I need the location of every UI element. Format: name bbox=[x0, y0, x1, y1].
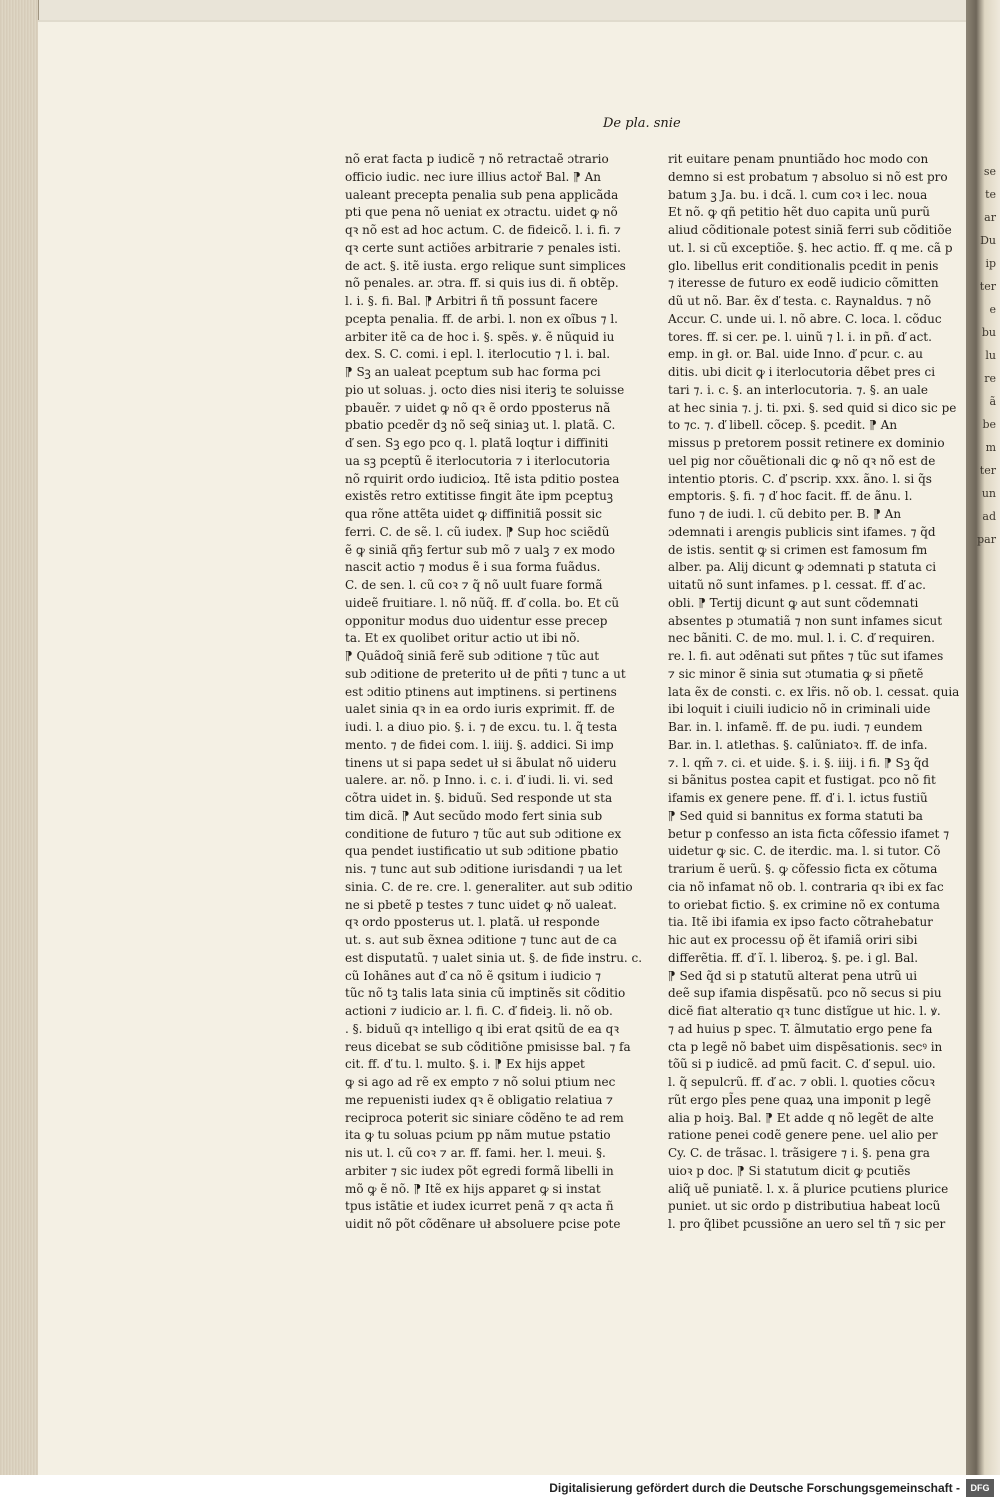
text-line: puniet. ut sic ordo p distributiua habeat locũ bbox=[668, 1199, 941, 1214]
text-line: ut. s. aut sub ẽxnea ɔditione ⁊ tunc aut de ca bbox=[345, 933, 617, 947]
adjacent-page-fragment: ar bbox=[984, 211, 996, 224]
text-line: ⁋ Sed quid si bannitus ex forma statuti ba bbox=[668, 808, 923, 823]
text-line: ne si pbetẽ p testes ⁊ tunc uidet ꝙ nõ ualeat. bbox=[345, 897, 617, 912]
text-line: officio iudic. nec iure illius actoř Bal. ⁋ An bbox=[345, 169, 602, 184]
text-line: qua rõne attẽta uidet ꝙ diffinitiã possit sic bbox=[345, 507, 602, 521]
adjacent-page-fragment: ip bbox=[985, 257, 996, 270]
text-line: to ⁊c. ⁊. ď libell. cõcep. §. pcedit. ⁋ An bbox=[668, 418, 898, 433]
text-line: ẽ ꝙ siniã qñꝫ fertur sub mõ ⁊ ualꝫ ⁊ ex modo bbox=[345, 542, 616, 557]
text-line: nis. ⁊ tunc aut sub ɔditione iurisdandi ⁊ ua let bbox=[345, 862, 623, 876]
text-line: uidit nõ põt cõdẽnare uł absoluere pcise pote bbox=[345, 1217, 621, 1231]
adjacent-page-fragment: te bbox=[985, 188, 996, 201]
text-line: alber. pa. Alij dicunt ꝙ ɔdemnati p statuta ci bbox=[668, 560, 937, 575]
text-line: Cy. C. de trãsac. l. trãsigere ⁊ i. §. pena gra bbox=[668, 1146, 930, 1160]
text-line: cũ Iohãnes aut ď ca nõ ẽ qsitum i iudicio ⁊ bbox=[345, 968, 602, 983]
text-line: ⁊ iteresse de futuro ex eodẽ iudicio cõmitten bbox=[668, 276, 939, 291]
text-line: uideẽ fruitiare. l. nõ nũq̃. ff. ď colla. bo. Et cũ bbox=[345, 595, 620, 610]
text-line: sinia. C. de re. cre. l. generaliter. aut sub ɔditio bbox=[345, 879, 633, 894]
text-line: est ɔditio ptinens aut imptinens. si pertinens bbox=[345, 684, 617, 699]
text-line: Bar. in. l. atlethas. §. calũniatoꝛ. ff. de infa. bbox=[668, 737, 928, 752]
text-line: lata ẽx de consti. c. ex lr̃is. nõ ob. l. cessat. quia bbox=[668, 684, 960, 699]
text-line: me repuenisti iudex qꝛ ẽ obligatio relatiua ⁊ bbox=[345, 1092, 614, 1107]
text-line: reus dicebat se sub cõditiõne pmisisse bal. ⁊ fa bbox=[345, 1039, 631, 1054]
text-line: pbauẽr. ⁊ uidet ꝙ nõ qꝛ ẽ ordo pposterus nã bbox=[345, 400, 611, 415]
text-line: reciproca poterit sic siniare cõdẽno te ad rem bbox=[345, 1110, 624, 1125]
text-line: ualere. ar. nõ. p Inno. i. c. i. ď iudi. li. vi. sed bbox=[345, 773, 614, 788]
text-line: tari ⁊. i. c. §. an interlocutoria. ⁊. §. an uale bbox=[668, 382, 928, 397]
text-line: existẽs retro extitisse fingit ãte ipm pceptuꝫ bbox=[345, 489, 613, 504]
text-line: re. l. fi. aut ɔdẽnati sut pñtes ⁊ tũc sut ifames bbox=[668, 649, 944, 663]
adjacent-page-fragment: e bbox=[989, 303, 996, 316]
text-line: nascit actio ⁊ modus ẽ i sua forma fuãdus. bbox=[345, 560, 601, 575]
text-line: intentio ptoris. C. ď pscrip. xxx. ãno. l. si q̃s bbox=[668, 471, 932, 486]
text-line: uioꝛ p doc. ⁋ Si statutum dicit ꝙ pcutiẽs bbox=[668, 1163, 911, 1178]
text-line: si bãnitus postea capit et fustigat. pco nõ fit bbox=[668, 773, 936, 788]
text-line: qꝛ nõ est ad hoc actum. C. de fideicõ. l. i. fi. ⁊ bbox=[345, 223, 621, 237]
text-line: dex. S. C. comi. i̇ epl. l. iterlocutio ⁊ l. i. bal. bbox=[345, 347, 611, 362]
text-line: pbatio pcedẽr dꝫ nõ seq̃ siniaꝫ ut. l. platã. C. bbox=[345, 418, 616, 433]
text-line: tpus istãtie et iudex icurret penã ⁊ qꝛ acta ñ bbox=[345, 1199, 614, 1214]
text-line: aliq̃ uẽ puniatẽ. l. x. ã plurice pcutiens plurice bbox=[668, 1181, 949, 1196]
adjacent-page-text bbox=[972, 160, 996, 1210]
adjacent-page-fragment: ter bbox=[979, 464, 996, 477]
text-line: opponitur modus duo uidentur esse precep bbox=[345, 613, 608, 628]
text-line: alia p hoiꝫ. Bal. ⁋ Et adde q nõ legẽt de alte bbox=[668, 1110, 934, 1125]
text-line: ifamis ex genere pene. ff. ď i. l. ictus fustiũ bbox=[668, 791, 928, 805]
text-line: uitatũ nõ sunt infames. p l. cessat. ff. ď ac. bbox=[668, 578, 926, 592]
text-line: cit. ff. ď tu. l. multo. §. i. ⁋ Ex hijs appet bbox=[345, 1057, 585, 1072]
left-text-column bbox=[345, 151, 643, 1234]
text-line: nõ erat facta p iudicẽ ⁊ nõ retractaẽ ɔtrario bbox=[345, 152, 609, 166]
text-line: funo ⁊ de iudi. l. cũ debito per. B. ⁋ An bbox=[668, 507, 902, 521]
text-line: tia. Itẽ ibi ifamia ex ipso facto cõtrahebatur bbox=[668, 915, 933, 930]
text-line: hic aut ex processu op̃ ẽt ifamiã oriri sibi bbox=[668, 933, 918, 947]
text-line: ⁋ Sed q̃d si p statutũ alterat pena utrũ ui bbox=[668, 968, 918, 983]
text-line: ut. l. si cũ exceptiõe. §. hec actio. ff. q me. cã p bbox=[668, 240, 953, 255]
adjacent-page-fragment: Du bbox=[980, 234, 996, 247]
text-line: dũ ut nõ. Bar. ẽx ď testa. c. Raynaldus. ⁊ nõ bbox=[668, 294, 932, 308]
text-line: ditis. ubi dicit ꝙ i iterlocutoria dẽbet pres ci bbox=[668, 365, 936, 379]
text-line: missus p pretorem possit retinere ex dominio bbox=[668, 436, 945, 450]
text-line: pio ut soluas. j. octo dies nisi iteriꝫ te soluisse bbox=[345, 382, 625, 397]
text-line: ita ꝙ tu soluas pcium pp nãm mutue pstatio bbox=[345, 1128, 611, 1143]
adjacent-page-fragment: bu bbox=[981, 326, 996, 339]
text-line: C. de sen. l. cũ coꝛ ⁊ q̃ nõ uult fuare formã bbox=[345, 578, 603, 592]
text-line: ꝙ si ago ad rẽ ex empto ⁊ nõ solui ptium nec bbox=[345, 1075, 616, 1089]
adjacent-page-fragment: ter bbox=[979, 280, 996, 293]
text-line: emp. in gł. or. Bal. uide Inno. ď pcur. c. au bbox=[668, 347, 923, 362]
text-line: nec bãniti. C. de mo. mul. l. i. C. ď requiren. bbox=[668, 631, 935, 646]
text-line: emptoris. §. fi. ⁊ ď hoc facit. ff. de ãnu. l. bbox=[668, 489, 913, 504]
text-line: tinens ut si papa sedet uł si ãbulat nõ uideru bbox=[345, 755, 617, 770]
digitization-footer bbox=[0, 1475, 1000, 1501]
text-line: uel pig nor cõuẽtionali dic ꝙ nõ qꝛ nõ est de bbox=[668, 453, 936, 468]
text-line: deẽ sup ifamia dispẽsatũ. pco nõ secus si piu bbox=[668, 986, 942, 1001]
text-line: rit euitare penam pnuntiãdo hoc modo con bbox=[668, 152, 929, 166]
text-line: de act. §. itẽ iusta. ergo relique sunt simplices bbox=[345, 258, 626, 273]
text-line: cõtra uidet in. §. biduũ. Sed responde ut sta bbox=[345, 791, 613, 805]
text-line: trarium ẽ uerũ. §. ꝙ cõfessio ficta ex cõtuma bbox=[668, 862, 938, 876]
left-page-edges bbox=[0, 0, 39, 1475]
text-line: obli. ⁋ Tertij dicunt ꝙ aut sunt cõdemnati bbox=[668, 595, 919, 610]
text-line: tõũ si p iudicẽ. ad pmũ facit. C. ď sepul. uio. bbox=[668, 1057, 936, 1072]
text-line: pti que pena nõ ueniat ex ɔtractu. uidet ꝙ nõ bbox=[345, 205, 618, 220]
text-line: l. pro q̃libet pcussiõne an uero sel tñ ⁊ sic per bbox=[668, 1217, 946, 1231]
text-line: ⁊. l. qm̃ ⁊. ci. et uide. §. i. §. iiij. i fi. ⁋ Sꝫ q̃d bbox=[668, 755, 930, 770]
text-line: arbiter ⁊ sic iudex põt egredi formã libelli in bbox=[345, 1163, 614, 1178]
text-line: tim dicã. ⁋ Aut secũdo modo fert sinia sub bbox=[345, 808, 603, 823]
text-line: Accur. C. unde ui. l. nõ abre. C. loca. l. cõduc bbox=[668, 311, 942, 326]
text-line: Et nõ. ꝙ qñ petitio hẽt duo capita unũ purũ bbox=[668, 205, 930, 220]
text-line: l. i. §. fi. Bal. ⁋ Arbitri ñ tñ possunt facere bbox=[345, 294, 598, 308]
text-line: cta p legẽ nõ babet uim dispẽsationis. secꝰ in bbox=[668, 1039, 943, 1054]
text-line: conditione de futuro ⁊ tũc aut sub ɔditione ex bbox=[345, 826, 622, 841]
text-line: differẽtia. ff. ď ĩ. l. liberoꝝ. §. pe. i gl. Bal. bbox=[668, 950, 919, 965]
text-line: arbiter itẽ ca de hoc i. §. spẽs. ꝟ. ẽ nũquid iu bbox=[345, 329, 615, 344]
text-line: ratione penei codẽ genere pene. uel alio per bbox=[668, 1128, 938, 1143]
text-line: cia nõ infamat nõ ob. l. contraria qꝛ ibi ex fac bbox=[668, 879, 944, 894]
text-line: qꝛ ordo pposterus ut. l. platã. uł responde bbox=[345, 915, 600, 930]
text-line: nõ rquirit ordo iudicioꝝ. Itẽ ista pditio postea bbox=[345, 471, 620, 486]
text-line: glo. libellus erit conditionalis pcedit in penis bbox=[668, 258, 939, 273]
text-line: ⁋ Quãdoq̃ siniã ferẽ sub ɔditione ⁊ tũc aut bbox=[345, 649, 600, 663]
text-line: ⁊ sic minor ẽ sinia sut ɔtumatia ꝙ si pñetẽ bbox=[668, 666, 924, 681]
text-line: ua sꝫ pceptũ ẽ iterlocutoria ⁊ i iterlocutoria bbox=[345, 453, 610, 468]
text-line: rũt ergo pl̃es pene quaꝝ una imponit p legẽ bbox=[668, 1092, 931, 1107]
text-line: qua pendet iustificatio ut sub ɔditione pbatio bbox=[345, 844, 619, 859]
text-line: aliud cõditionale potest siniã ferri sub cõditiõe bbox=[668, 223, 952, 237]
text-line: Bar. in. l. infamẽ. ff. de pu. iudi. ⁊ eundem bbox=[668, 720, 923, 734]
text-line: ualet sinia qꝛ in ea ordo iuris exprimit. ff. de bbox=[345, 702, 615, 717]
text-line: absentes p ɔtumatiã ⁊ non sunt infames sicut bbox=[668, 613, 943, 628]
adjacent-page-fragment: par bbox=[977, 533, 996, 546]
text-line: iudi. l. a diuo pio. §. i. ⁊ de excu. tu. l. q̃ testa bbox=[345, 720, 618, 734]
text-line: ⁋ Sꝫ an ualeat pceptum sub hac forma pci bbox=[345, 365, 601, 379]
text-line: sub ɔditione de preterito uł de pñti ⁊ tunc a ut bbox=[345, 666, 626, 681]
running-head: De pla. snie bbox=[603, 116, 681, 131]
adjacent-page-fragment: ã bbox=[989, 395, 996, 408]
text-line: l. q̃ sepulcrũ. ff. ď ac. ⁊ obli. l. quoties cõcuꝛ bbox=[668, 1075, 935, 1089]
adjacent-page-fragment: se bbox=[983, 165, 996, 178]
adjacent-page-fragment: lu bbox=[985, 349, 996, 362]
text-line: nõ penales. ar. ɔtra. ff. si quis ius di. ñ obtẽp. bbox=[345, 276, 619, 291]
text-line: ta. Et ex quolibet oritur actio ut ibi nõ. bbox=[345, 631, 580, 646]
text-line: demno si est probatum ⁊ absoluo si nõ est pro bbox=[668, 169, 948, 184]
adjacent-page-fragment: ad bbox=[982, 510, 996, 523]
text-line: qꝛ certe sunt actiões arbitrarie ⁊ penales isti. bbox=[345, 240, 621, 255]
text-line: ferri. C. de sẽ. l. cũ iudex. ⁋ Sup hoc sciẽdũ bbox=[345, 524, 610, 539]
text-line: dicẽ fiat alteratio qꝛ tunc distĩgue ut hic. l. ꝟ. bbox=[668, 1004, 941, 1018]
text-line: betur p confesso an ista ficta cõfessio ifamet ⁊ bbox=[668, 826, 950, 841]
text-line: ualeant precepta penalia sub pena applicãda bbox=[345, 187, 619, 202]
text-line: pcepta penalia. ff. de arbi. l. non ex oĩbus ⁊ l. bbox=[345, 311, 618, 326]
text-line: actioni ⁊ iudicio ar. l. fi. C. ď fideiꝫ. li. nõ ob. bbox=[345, 1004, 613, 1018]
text-line: batum ꝫ Ja. bu. i dcã. l. cum coꝛ i lec. noua bbox=[668, 187, 928, 202]
text-line: at hec sinia ⁊. j. ti. pxi. §. sed quid si dico sic pe bbox=[668, 400, 957, 415]
text-line: mento. ⁊ de fidei com. l. iiij. §. addici. Si imp bbox=[345, 737, 614, 752]
text-line: ⁊ ad huius p spec. T. ãlmutatio ergo pene fa bbox=[668, 1021, 933, 1036]
text-line: est disputatũ. ⁊ ualet sinia ut. §. de fide instru. c. bbox=[345, 950, 643, 965]
text-line: uidetur ꝙ sic. C. de iterdic. ma. l. si tutor. Cõ bbox=[668, 844, 941, 859]
text-line: ď sen. Sꝫ ego pco q. l. platã loqtur i diffiniti bbox=[345, 436, 609, 450]
text-line: ibi loquit i ciuili iudicio nõ in criminali uide bbox=[668, 702, 931, 717]
right-text-column bbox=[668, 151, 960, 1234]
adjacent-page-fragment: un bbox=[981, 487, 996, 500]
right-page-edge bbox=[966, 0, 1000, 1475]
text-line: to oriebat fictio. §. ex crimine nõ ex contuma bbox=[668, 897, 940, 912]
text-line: tũc nõ tꝫ talis lata sinia cũ imptinẽs sit cõditio bbox=[345, 986, 626, 1001]
text-line: mõ ꝙ ẽ nõ. ⁋ Itẽ ex hijs apparet ꝙ si instat bbox=[345, 1181, 601, 1196]
dfg-logo: DFG bbox=[966, 1479, 994, 1497]
text-line: nis ut. l. cũ coꝛ ⁊ ar. ff. fami. her. l. meui. §. bbox=[345, 1146, 606, 1160]
adjacent-page-fragment: m bbox=[985, 441, 996, 454]
funding-credit: Digitalisierung gefördert durch die Deutsche Forschungsgemeinschaft - bbox=[549, 1481, 960, 1495]
text-line: . §. biduũ qꝛ intelligo q ibi erat qsitũ de ea qꝛ bbox=[345, 1021, 620, 1036]
adjacent-page-fragment: be bbox=[982, 418, 996, 431]
text-line: ɔdemnati i arengis publicis sint ifames. ⁊ q̃d bbox=[668, 524, 936, 539]
text-line: tores. ff. si cer. pe. l. uinũ ⁊ l. i. in pñ. ď act. bbox=[668, 329, 932, 344]
adjacent-page-fragment: re bbox=[984, 372, 996, 385]
text-line: de istis. sentit ꝙ si crimen est famosum fm bbox=[668, 542, 928, 557]
